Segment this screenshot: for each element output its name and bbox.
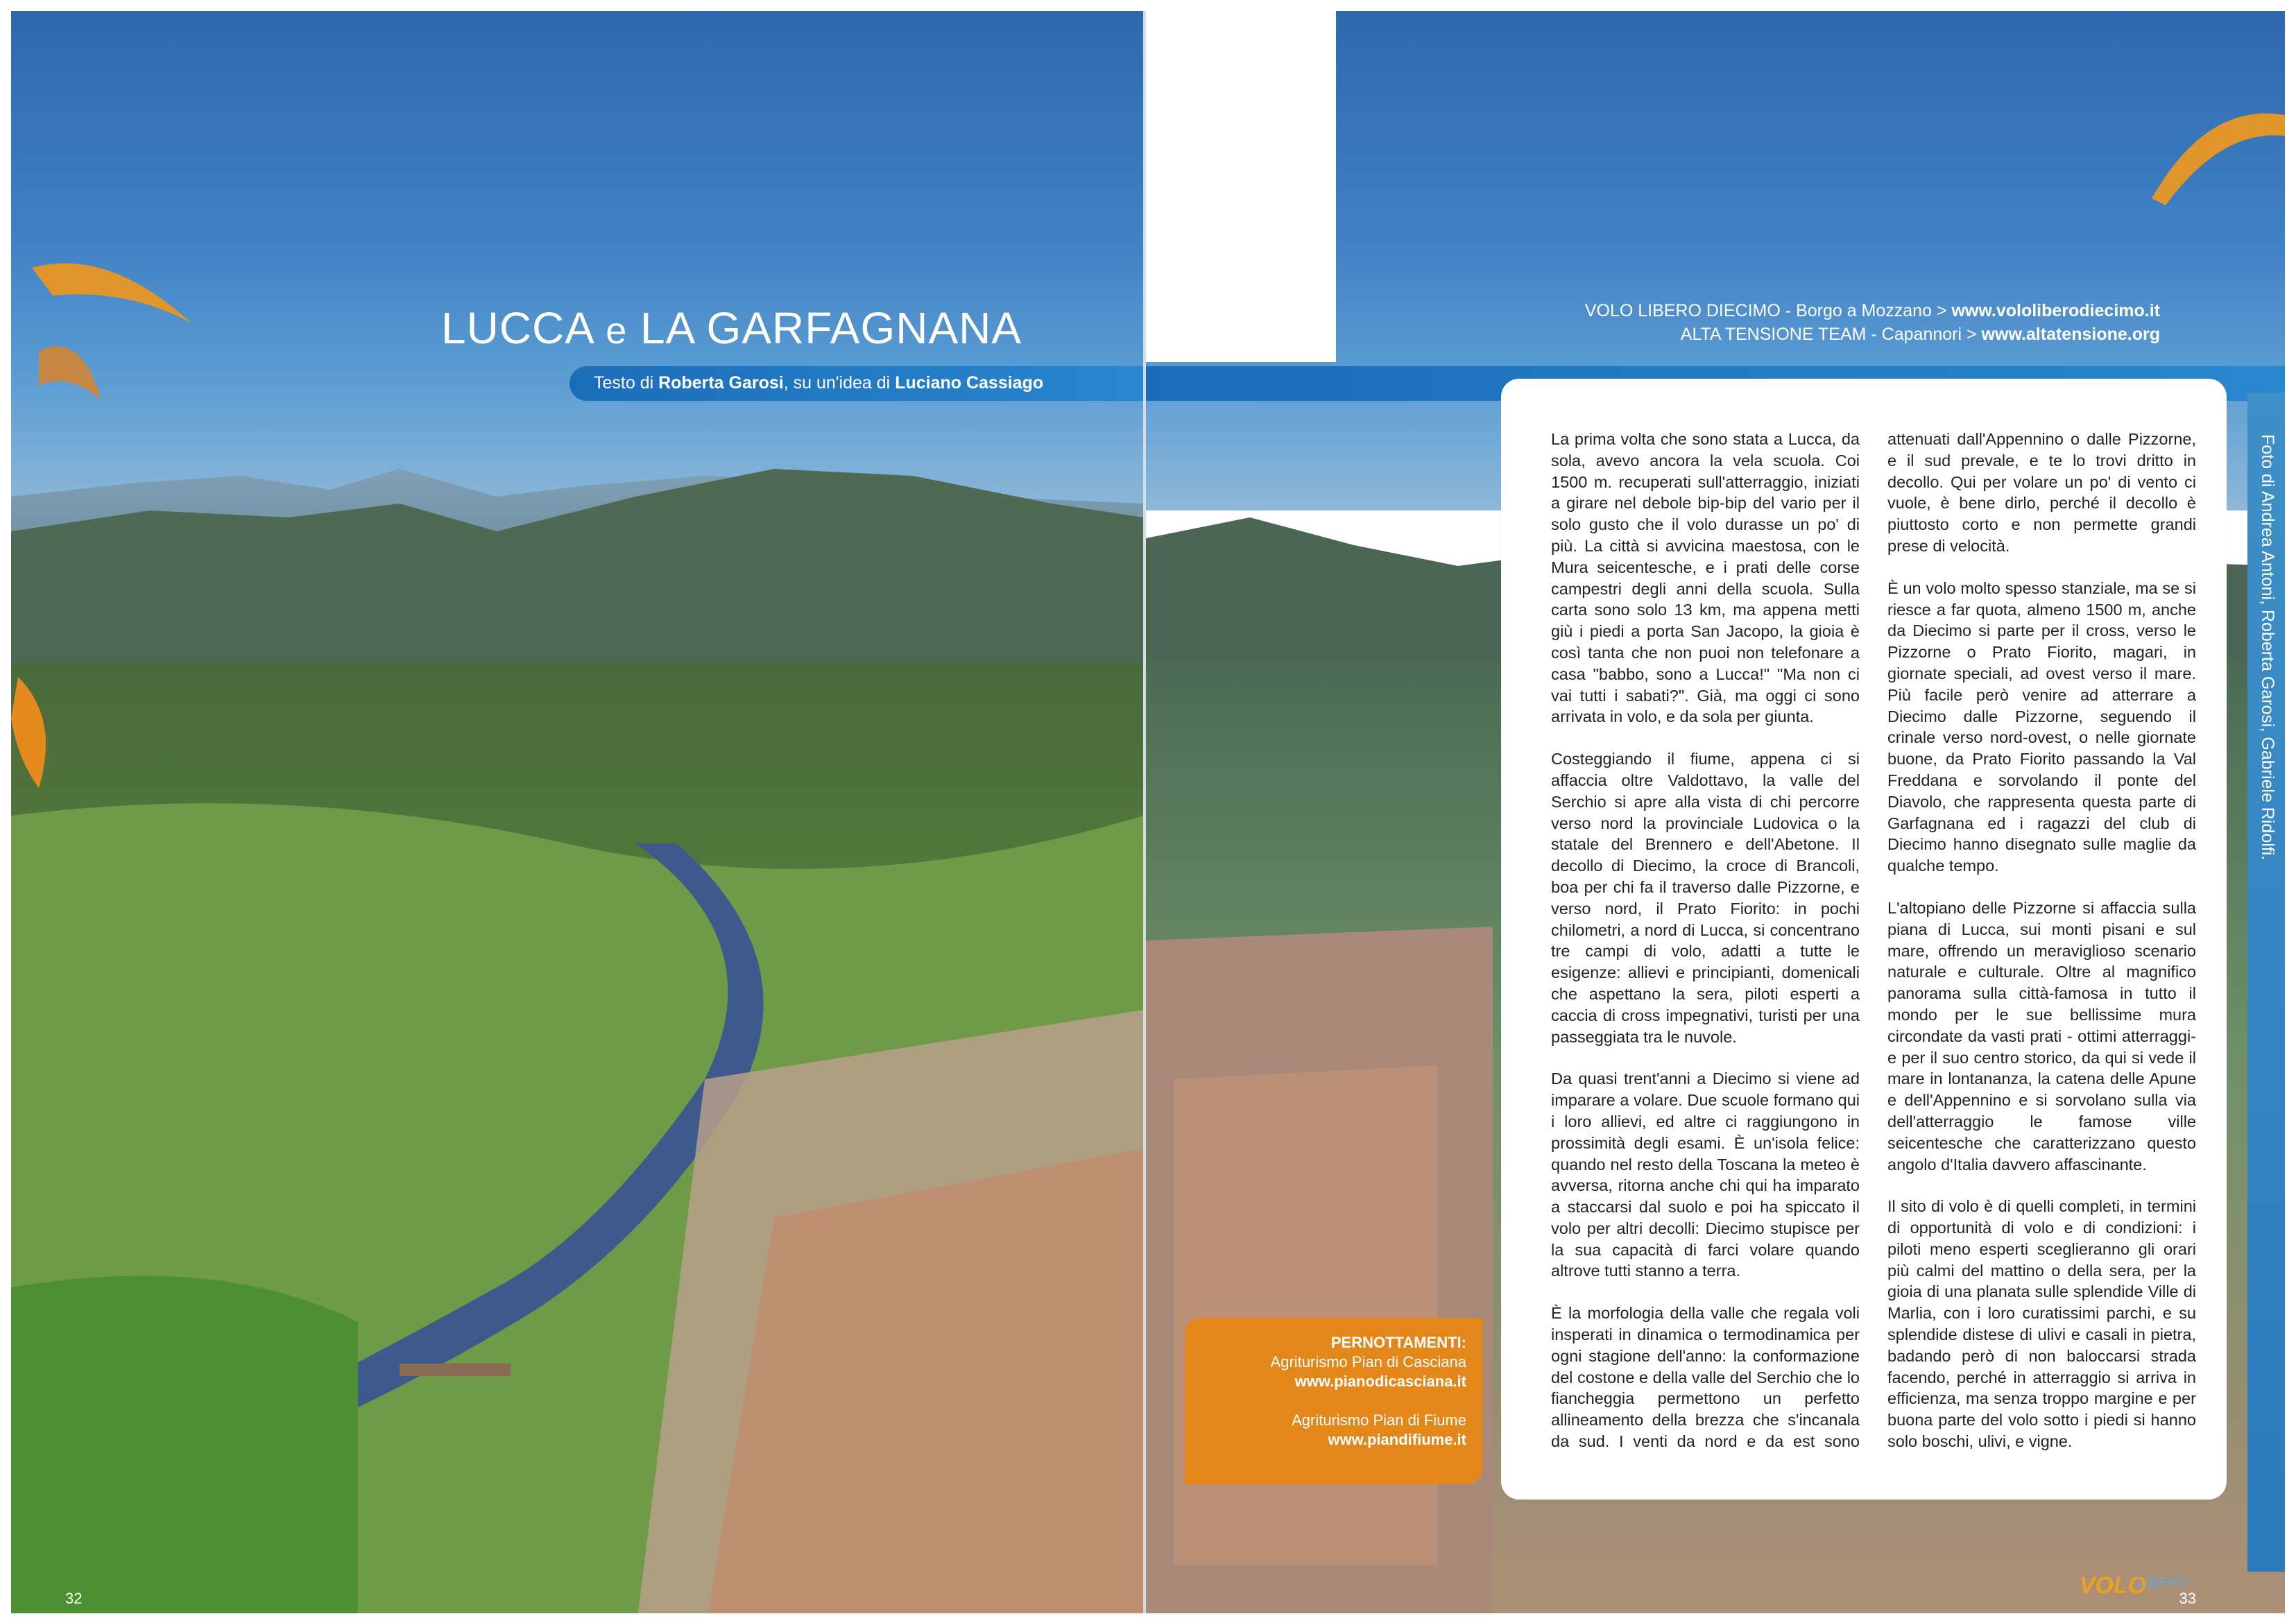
page-gap <box>1146 11 1336 362</box>
paragraph: È la morfologia della valle che regala voli insperati in dinamica o termodinamica per ogni stagione dell'anno: la conformazione del costone e della valle del Serchio che lo fiancheggia permettono un perfetto allineamento della brezza che s'incanala da sud. I venti da nord e da est sono attenuati dall'Appennino o dalle Pizzorne, e il sud prevale, e te lo trovi dritto in decollo. Qui per volare un po' di vento ci vuole, è bene dirlo, perché il decollo è piuttosto corto e non permette grandi prese di velocità. <box>1551 430 2196 1451</box>
paragraph: È un volo molto spesso stanziale, ma se si riesce a far quota, almeno 1500 m, anche da Diecimo si parte per il cross, verso le Pizzorne o Prato Fiorito, magari, in giornate speciali, ad ovest verso il mare. Più facile però venire ad atterrare a Diecimo dalle Pizzorne, seguendo il crinale verso nord-ovest, o nelle giornate buone, da Prato Fiorito passando la Val Freddana e sorvolando il ponte del Diavolo, che rappresenta questa parte di Garfagnana ed i ragazzi del club di Diecimo hanno disegnato sulle maglie da qualche tempo. <box>1887 578 2196 875</box>
page-number-right: 33 <box>2179 1590 2196 1607</box>
article-title <box>441 302 1022 354</box>
lodging-place-2: Agriturismo Pian di Fiume <box>1292 1411 1466 1429</box>
page-number-left: 32 <box>65 1590 83 1607</box>
paragraph: Da quasi trent'anni a Diecimo si viene ad imparare a volare. Due scuole formano qui i loro allievi, ed altre ci raggiungono in prossimità degli esami. È un'isola felice: quando nel resto della Toscana la meteo è avversa, ritorna anche chi qui ha imparato a staccarsi dal suolo e poi ha spiccato il volo per altri decolli: Diecimo stupisce per la sua capacità di farci volare quando altrove tutti stanno a terra. <box>1551 1070 1860 1280</box>
article-body <box>1501 379 2227 1500</box>
lodging-url-2[interactable]: www.piandifiume.it <box>1328 1431 1466 1448</box>
club-link-1: VOLO LIBERO DIECIMO - Borgo a Mozzano > www.vololiberodiecimo.it <box>1584 301 2160 320</box>
paraglider-wing-icon <box>11 677 60 795</box>
title-main: LUCCA <box>441 303 593 353</box>
title-rest: LA GARFAGNANA <box>640 303 1022 353</box>
club-url-2[interactable]: www.altatensione.org <box>1981 325 2160 344</box>
author-credit: Testo di Roberta Garosi, su un'idea di Luciano Cassiago <box>594 373 1044 393</box>
lodging-url-1[interactable]: www.pianodicasciana.it <box>1294 1373 1466 1390</box>
paraglider-wing-icon <box>2138 87 2285 226</box>
lodging-box <box>1185 1318 1483 1484</box>
club-link-2: ALTA TENSIONE TEAM - Capannori > www.altatensione.org <box>1680 325 2160 344</box>
article-columns <box>1551 429 2196 1472</box>
paragraph: Costeggiando il fiume, appena ci si affaccia oltre Valdottavo, la valle del Serchio si apre alla vista di chi percorre verso nord la provinciale Ludovica o la statale del Brennero e dell'Abetone. Il decollo di Diecimo, la croce di Brancoli, boa per chi fa il traverso dalle Pizzorne, e verso nord, il Prato Fiorito: in pochi chilometri, a nord di Lucca, si concentrano tre campi di volo, adatti a tutte le esigenze: allievi e principianti, domenicali che aspettano la sera, piloti esperti a caccia di cross impegnativi, turisti per una passeggiata tra le nuvole. <box>1551 750 1860 1046</box>
magazine-logo: VOLO <box>2079 1572 2146 1599</box>
left-page <box>11 11 1143 1613</box>
idea-author-name: Luciano Cassiago <box>895 373 1044 393</box>
photo-credit: Foto di Andrea Antoni, Roberta Garosi, Gabriele Ridolfi. <box>2258 434 2277 861</box>
magazine-logo-sub: LIBERO <box>2136 1575 2188 1590</box>
paragraph: Il sito di volo è di quelli completi, in termini di opportunità di volo e di condizioni: i piloti meno esperti sceglieranno gli orari più calmi del mattino o della sera, per la gioia di una planata sulle splendide Ville di Marlia, con i loro curatissimi parchi, e su splendide distese di ulivi e casali in pietra, badando però di non baloccarsi strada facendo, perché in atterraggio si arriva in efficienza, ma senza troppo margine e per buona parte del volo sotto i piedi si hanno solo boschi, ulivi, e vigne. <box>1887 1197 2196 1451</box>
lodging-place-1: Agriturismo Pian di Casciana <box>1270 1353 1466 1371</box>
paraglider-wing-icon <box>25 247 205 455</box>
lodging-heading: PERNOTTAMENTI: <box>1330 1334 1466 1351</box>
paragraph: L'altopiano delle Pizzorne si affaccia sulla piana di Lucca, sui monti pisani e sul mare, offrendo un meraviglioso scenario naturale e culturale. Oltre al magnifico panorama sulla città-famosa in tutto il mondo per le sue bellissime mura circondate da vasti prati - ottimi atterraggi- e per il suo centro storico, da qui si vede il mare in lontananza, la catena delle Apune e dell'Appennino e si sorvolano sulla via dell'atterraggio le famose ville seicentesche che caratterizzano questo angolo d'Italia davvero affascinante. <box>1887 898 2196 1174</box>
club-url-1[interactable]: www.vololiberodiecimo.it <box>1951 301 2160 320</box>
author-name: Roberta Garosi <box>658 373 784 393</box>
paragraph: La prima volta che sono stata a Lucca, da sola, avevo ancora la vela scuola. Coi 1500 m. recuperati sull'atterraggio, iniziati a girare nel debole bip-bip del vario per il solo gusto che il volo durasse un po' di più. La città si avvicina maestosa, con le Mura seicentesche, e i prati delle corse campestri degli anni della scuola. Sulla carta sono solo 13 km, ma appena metti giù i piedi a porta San Jacopo, la gioia è così tanta che non puoi non telefonare a casa "babbo, sono a Lucca!" "Ma non ci vai tutti i sabati?". Già, ma oggi ci sono arrivata in volo, e da sola per giunta. <box>1551 430 1860 726</box>
aerial-photo-left <box>11 455 1143 1613</box>
title-conj: e <box>606 310 628 352</box>
